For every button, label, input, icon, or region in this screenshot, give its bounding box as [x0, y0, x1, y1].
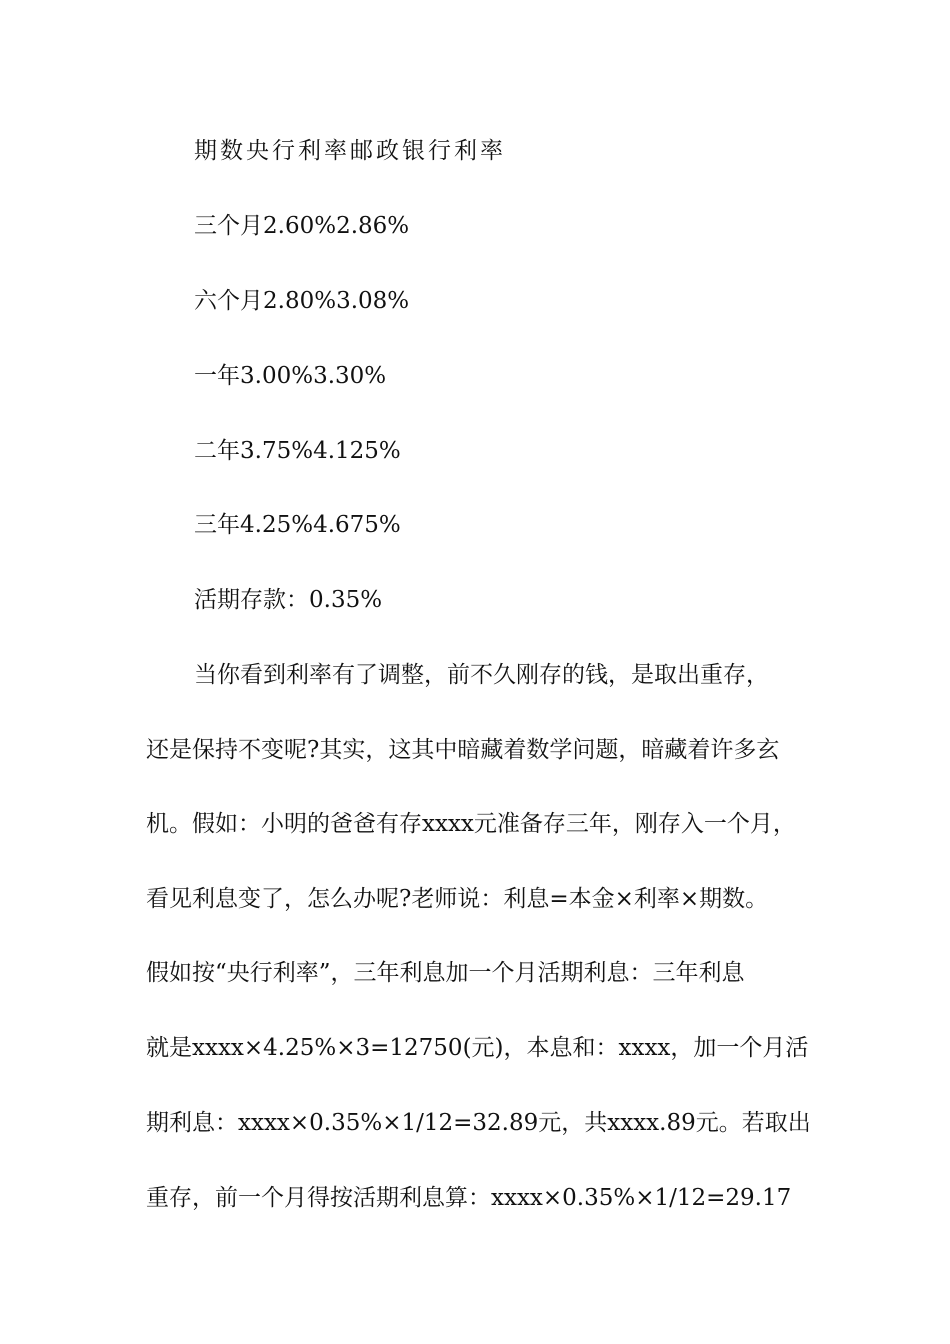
demand-deposit-rate: 活期存款：0.35% [194, 587, 383, 613]
paragraph-line: 重存，前一个月得按活期利息算：xxxx×0.35%×1/12=29.17 [146, 1185, 792, 1211]
paragraph-line: 就是xxxx×4.25%×3=12750(元)，本息和：xxxx，加一个月活 [146, 1035, 809, 1061]
rate-row-two-years: 二年3.75%4.125% [194, 438, 401, 464]
paragraph-line: 机。假如：小明的爸爸有存xxxx元准备存三年，刚存入一个月， [146, 811, 796, 837]
rate-row-three-months: 三个月2.60%2.86% [194, 213, 410, 239]
paragraph-line: 假如按“央行利率”，三年利息加一个月活期利息：三年利息 [146, 960, 745, 986]
paragraph-line: 期利息：xxxx×0.35%×1/12=32.89元，共xxxx.89元。若取出 [146, 1110, 811, 1136]
paragraph-line: 看见利息变了，怎么办呢?老师说：利息=本金×利率×期数。 [146, 886, 769, 912]
paragraph-line: 当你看到利率有了调整，前不久刚存的钱，是取出重存， [194, 662, 769, 688]
rate-row-one-year: 一年3.00%3.30% [194, 363, 387, 389]
rate-table-header: 期数央行利率邮政银行利率 [194, 138, 506, 164]
rate-row-six-months: 六个月2.80%3.08% [194, 288, 410, 314]
rate-row-three-years: 三年4.25%4.675% [194, 512, 401, 538]
paragraph-line: 还是保持不变呢?其实，这其中暗藏着数学问题，暗藏着许多玄 [146, 737, 780, 763]
